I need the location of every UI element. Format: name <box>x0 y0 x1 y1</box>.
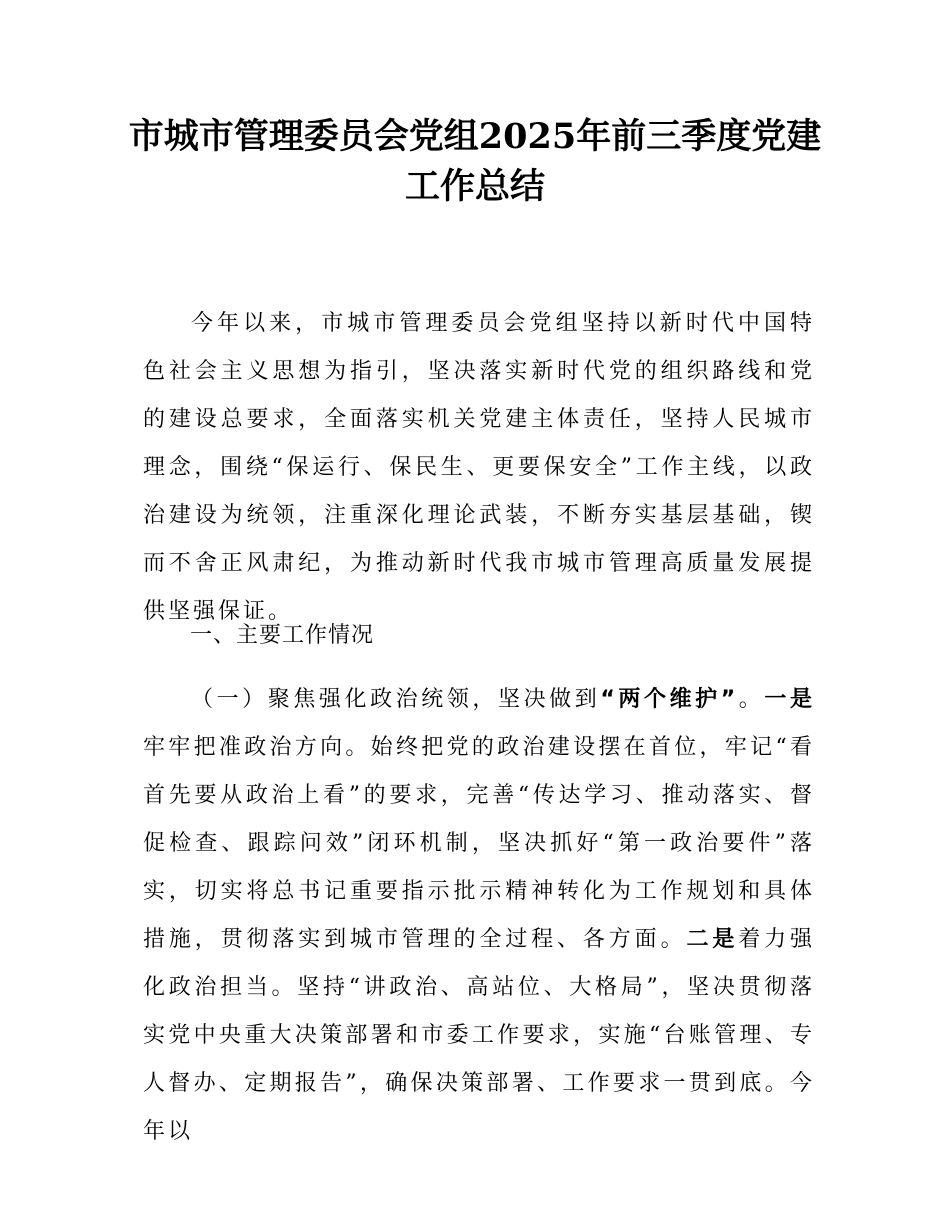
section-1-text-a: （一）聚焦强化政治统领，坚决做到 <box>191 687 601 712</box>
section-1-bold-c: 二是 <box>686 927 739 952</box>
intro-paragraph-block <box>143 300 815 636</box>
intro-paragraph: 今年以来，市城市管理委员会党组坚持以新时代中国特色社会主义思想为指引，坚决落实新时代党的组织路线和党的建设总要求，全面落实机关党建主体责任，坚持人民城市理念，围绕“保运行、保民生、更要保安全”工作主线，以政治建设为统领，注重深化理论武装，不断夯实基层基础，锲而不舍正风肃纪，为推动新时代我市城市管理高质量发展提供坚强保证。 <box>143 311 815 624</box>
section-1-paragraph <box>143 676 815 1156</box>
section-1-paragraph-block <box>143 676 815 1156</box>
section-heading-1: 一、主要工作情况 <box>190 623 375 648</box>
document-title <box>100 112 850 212</box>
section-1-text-d: 着力强化政治担当。坚持“讲政治、高站位、大格局”，坚决贯彻落实党中央重大决策部署和市委工作要求，实施“台账管理、专人督办、定期报告”，确保决策部署、工作要求一贯到底。今年以 <box>143 927 815 1144</box>
section-1-text-b: 。 <box>738 687 765 712</box>
section-1-text-c: 牢牢把准政治方向。始终把党的政治建设摆在首位，牢记“看首先要从政治上看”的要求，完善“传达学习、推动落实、督促检查、跟踪问效”闭环机制，坚决抓好“第一政治要件”落实，切实将总书记重要指示批示精神转化为工作规划和具体措施，贯彻落实到城市管理的全过程、各方面。 <box>143 735 815 952</box>
section-1-bold-b: 一是 <box>764 687 815 712</box>
title-line-2: 工作总结 <box>404 166 545 207</box>
section-1-bold-a: “两个维护” <box>600 687 739 712</box>
title-line-1: 市城市管理委员会党组2025年前三季度党建 <box>128 116 822 157</box>
